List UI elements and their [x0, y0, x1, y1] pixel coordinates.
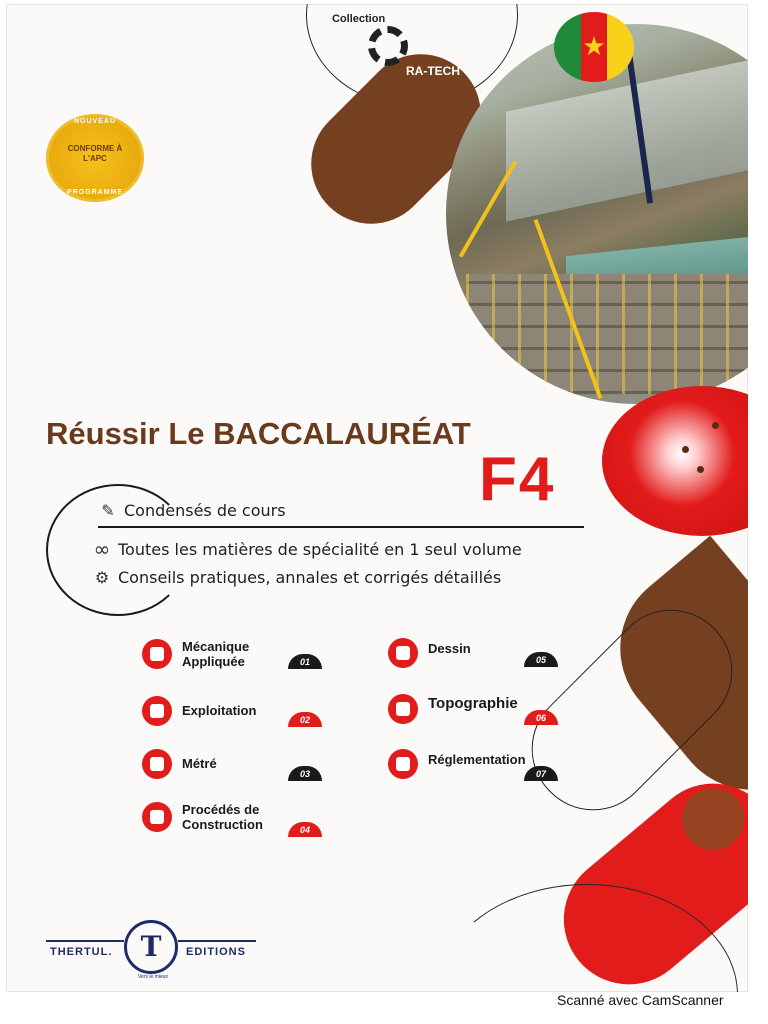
- gear-icon: [368, 26, 408, 66]
- publisher-emblem-icon: T: [124, 920, 178, 974]
- infinity-icon: ∞: [93, 537, 111, 561]
- publisher-logo: [46, 916, 256, 980]
- subject-number: 07: [524, 766, 558, 781]
- subject-line: Dessin: [428, 641, 471, 656]
- subject-line: Topographie: [428, 695, 518, 712]
- subject-number: 05: [524, 652, 558, 667]
- cameroon-flag-icon: ★: [554, 12, 634, 82]
- subject-item: [142, 749, 217, 779]
- features-divider: [98, 526, 584, 528]
- subject-line: Mécanique: [182, 639, 250, 654]
- feature-item: [92, 568, 501, 587]
- construction-icon: [142, 802, 172, 832]
- topography-icon: [388, 694, 418, 724]
- subject-number: 04: [288, 822, 322, 837]
- subject-item: [388, 694, 518, 724]
- brown-dot-decoration: [682, 788, 744, 850]
- subject-line: Réglementation: [428, 752, 526, 767]
- subject-line: Procédés de: [182, 802, 260, 817]
- document-edit-icon: ✎: [101, 501, 115, 520]
- subject-number: 06: [524, 710, 558, 725]
- subject-line: Appliquée: [182, 654, 245, 669]
- subject-line: Construction: [182, 817, 263, 832]
- feature-text: Conseils pratiques, annales et corrigés détaillés: [118, 568, 502, 587]
- collection-brand: RA-TECH: [406, 64, 460, 78]
- book-cover: [6, 4, 748, 992]
- feature-item: [98, 501, 286, 520]
- book-title: Réussir Le BACCALAURÉAT: [46, 416, 471, 451]
- measuring-icon: [142, 749, 172, 779]
- publisher-name-right: EDITIONS: [186, 946, 246, 958]
- regulation-icon: [388, 749, 418, 779]
- collection-logo: [324, 10, 474, 90]
- subject-number: 01: [288, 654, 322, 669]
- mechanics-icon: [142, 639, 172, 669]
- red-circle-decoration: [602, 386, 748, 536]
- conformity-seal: [46, 114, 144, 202]
- subject-item: [388, 638, 471, 668]
- subject-item: [142, 639, 249, 669]
- feature-item: [92, 537, 522, 561]
- subject-line: Métré: [182, 756, 217, 771]
- grade-label: F4: [479, 445, 556, 514]
- subject-number: 03: [288, 766, 322, 781]
- seal-middle-text: CONFORME À L'APC: [67, 144, 123, 163]
- subject-line: Exploitation: [182, 703, 257, 718]
- subject-number: 02: [288, 712, 322, 727]
- feature-text: Condensés de cours: [124, 501, 286, 520]
- publisher-name-left: THERTUL.: [50, 946, 113, 958]
- collection-label: Collection: [332, 13, 386, 25]
- subject-item: [142, 802, 263, 832]
- advice-gear-icon: ⚙: [94, 568, 110, 587]
- feature-text: Toutes les matières de spécialité en 1 seul volume: [118, 539, 522, 559]
- publisher-tagline: Vers le mieux: [138, 974, 169, 980]
- subject-item: [142, 696, 256, 726]
- subject-item: [388, 749, 526, 779]
- seal-top-text: NOUVEAU: [73, 118, 116, 125]
- exploitation-icon: [142, 696, 172, 726]
- seal-bottom-text: PROGRAMME: [66, 189, 124, 196]
- scanner-footer: Scanné avec CamScanner: [557, 992, 724, 1008]
- drawing-icon: [388, 638, 418, 668]
